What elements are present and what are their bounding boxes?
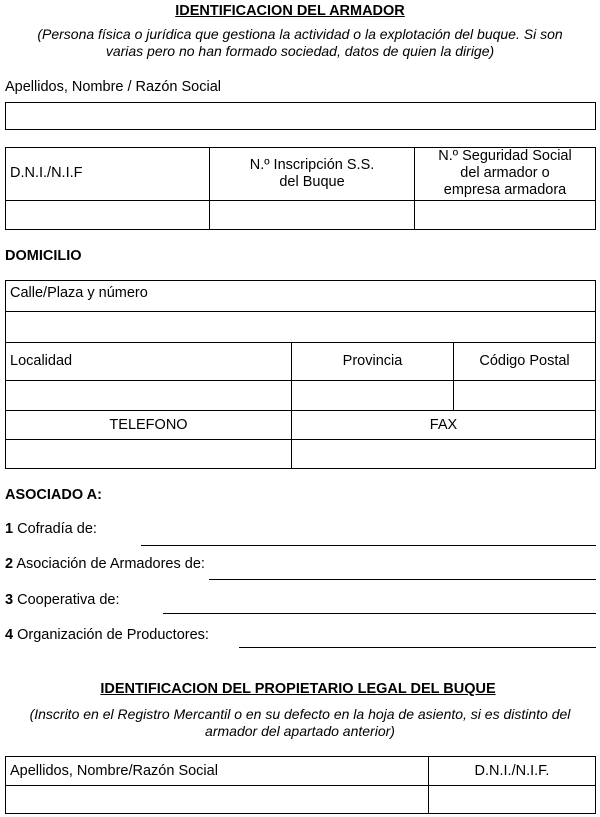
domicilio-calle-field[interactable] [5,311,596,343]
asociado-title: ASOCIADO A: [5,487,102,503]
asociado-item-label: Organización de Productores: [17,627,209,643]
asociado-item-cooperativa [5,592,119,608]
propietario-title: IDENTIFICACION DEL PROPIETARIO LEGAL DEL BUQUE [100,681,496,697]
armador-seguridad-label [415,148,595,199]
armador-title: IDENTIFICACION DEL ARMADOR [175,3,405,19]
armador-inscripcion-line-2: del Buque [279,174,345,190]
propietario-dni-label: D.N.I./N.I.F. [474,763,550,779]
asociado-item-asociacion [5,556,205,572]
propietario-note-line-2: armador del apartado anterior) [205,723,395,739]
domicilio-cp-field[interactable] [453,380,596,411]
domicilio-provincia-header [291,342,454,381]
armador-note-line-2: varias pero no han formado sociedad, datos de quien la dirige) [105,43,495,59]
domicilio-telefono-label: TELEFONO [109,417,188,433]
domicilio-fax-header [291,410,596,440]
domicilio-cp-header [453,342,596,381]
organizacion-field-line[interactable] [239,647,596,648]
armador-dni-header [5,147,210,201]
domicilio-cp-label: Código Postal [479,353,570,369]
asociado-item-number: 1 [5,521,14,537]
domicilio-localidad-header [5,342,292,381]
domicilio-provincia-label: Provincia [342,353,403,369]
domicilio-telefono-header [5,410,292,440]
armador-inscripcion-field[interactable] [209,200,415,230]
cooperativa-field-line[interactable] [163,613,596,614]
cofradia-field-line[interactable] [141,545,596,546]
asociado-item-organizacion [5,627,209,643]
domicilio-localidad-label: Localidad [10,353,73,369]
armador-inscripcion-header [209,147,415,201]
armador-inscripcion-label [210,157,414,191]
propietario-name-label: Apellidos, Nombre/Razón Social [10,763,218,779]
armador-name-field[interactable] [5,102,596,130]
armador-name-label: Apellidos, Nombre / Razón Social [5,79,221,95]
armador-note [4,26,596,60]
asociado-item-label: Cooperativa de: [17,592,120,608]
asociado-item-cofradia [5,521,97,537]
armador-seguridad-line-1: N.º Seguridad Social [438,148,572,164]
propietario-name-header [5,756,429,786]
asociado-item-label: Cofradía de: [17,521,97,537]
domicilio-fax-label: FAX [429,417,458,433]
domicilio-provincia-field[interactable] [291,380,454,411]
asociado-item-number: 4 [5,627,14,643]
domicilio-telefono-field[interactable] [5,439,292,469]
armador-dni-field[interactable] [5,200,210,230]
propietario-dni-field[interactable] [428,785,596,814]
armador-dni-label: D.N.I./N.I.F [10,165,83,181]
armador-note-line-1: (Persona física o jurídica que gestiona la actividad o la explotación del buque. Si son [37,26,563,42]
armador-seguridad-header [414,147,596,201]
asociado-item-number: 3 [5,592,14,608]
propietario-note [4,706,596,740]
propietario-note-line-1: (Inscrito en el Registro Mercantil o en su defecto en la hoja de asiento, si es distinto del [29,706,571,722]
asociado-item-label: Asociación de Armadores de: [16,556,205,572]
armador-seguridad-line-2: del armador o [460,165,550,181]
armador-seguridad-field[interactable] [414,200,596,230]
propietario-name-field[interactable] [5,785,429,814]
armador-inscripcion-line-1: N.º Inscripción S.S. [249,157,375,173]
propietario-dni-header [428,756,596,786]
domicilio-localidad-field[interactable] [5,380,292,411]
asociacion-field-line[interactable] [209,579,596,580]
domicilio-title: DOMICILIO [5,248,82,264]
domicilio-fax-field[interactable] [291,439,596,469]
domicilio-calle-label: Calle/Plaza y número [10,285,148,301]
asociado-item-number: 2 [5,556,14,572]
armador-seguridad-line-3: empresa armadora [443,182,567,198]
domicilio-calle-header [5,280,596,312]
